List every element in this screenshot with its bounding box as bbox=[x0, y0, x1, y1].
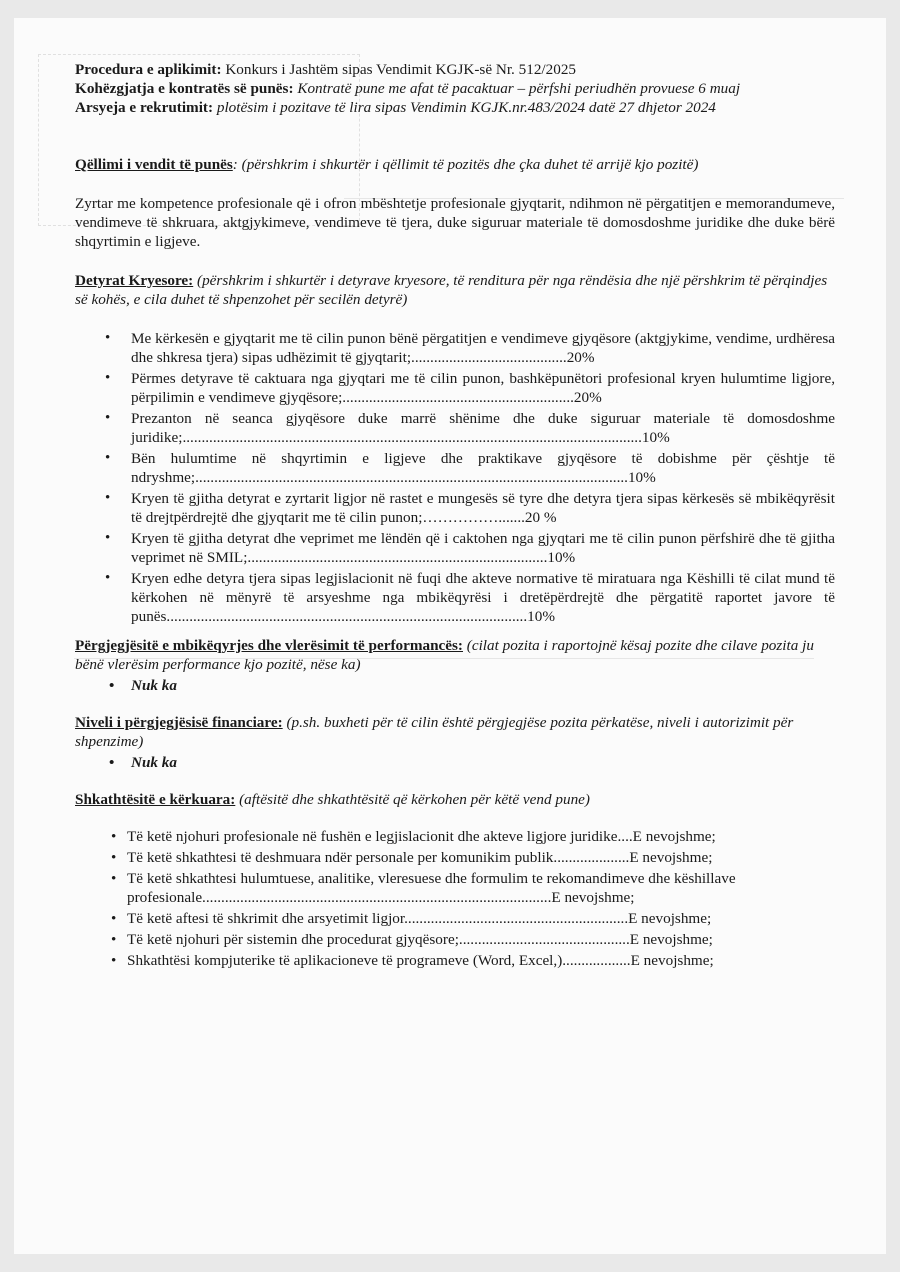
skills-heading-line bbox=[75, 790, 835, 809]
skills-note: (aftësitë dhe shkathtësitë që kërkohen për këtë vend pune) bbox=[235, 791, 590, 808]
duties-note: (përshkrim i shkurtër i detyrave kryesore, të renditura për nga rëndësia dhe një përshkrim të përqindjes së kohës, e cila duhet të shpenzohet për secilën detyrë) bbox=[75, 272, 828, 308]
skills-list bbox=[75, 827, 835, 970]
purpose-heading: Qëllimi i vendit të punës bbox=[75, 156, 233, 173]
list-item: • Prezanton në seanca gjyqësore duke marrë shënime dhe duke siguruar materiale të domosdoshme juridike;.........................................................................................................................10% bbox=[75, 409, 835, 447]
list-item: • Të ketë shkathtesi të deshmuara ndër personale per komunikim publik....................E nevojshme; bbox=[75, 848, 835, 867]
financial-heading: Niveli i përgjegjësisë financiare: bbox=[75, 714, 283, 731]
list-item: • Me kërkesën e gjyqtarit me të cilin punon bënë përgatitjen e vendimeve gjyqësore (aktgjykime, vendime, urdhëresa dhe shkresa tjera) sipas udhëzimit të gjyqtarit;.........................................20% bbox=[75, 329, 835, 367]
responsibility-heading: Përgjegjësitë e mbikëqyrjes dhe vlerësimit të performancës: bbox=[75, 637, 463, 654]
duration-label: Kohëzgjatja e kontratës së punës: bbox=[75, 80, 294, 97]
duration-line bbox=[75, 79, 835, 98]
list-item: • Të ketë aftesi të shkrimit dhe arsyetimit ligjor...........................................................E nevojshme; bbox=[75, 909, 835, 928]
skills-heading: Shkathtësitë e kërkuara: bbox=[75, 791, 236, 808]
document-content bbox=[75, 60, 835, 972]
financial-list bbox=[75, 753, 835, 772]
document-page bbox=[14, 18, 886, 1254]
purpose-text: Zyrtar me kompetence profesionale që i ofron mbështetje profesionale gjyqtarit, ndihmon në përgatitjen e memorandumeve, vendimeve të shkruara, aktgjykimeve, vendimeve të tjera, duke siguruar materiale të domosdoshme juridike dhe duke bërë shqyrtimin e ligjeve. bbox=[75, 195, 835, 250]
reason-line bbox=[75, 98, 835, 117]
list-item: • Shkathtësi kompjuterike të aplikacioneve të programeve (Word, Excel,)..................E nevojshme; bbox=[75, 951, 835, 970]
procedure-label: Procedura e aplikimit: bbox=[75, 61, 222, 78]
duties-heading-line bbox=[75, 271, 835, 309]
duration-value: Kontratë pune me afat të pacaktuar – përfshi periudhën provuese 6 muaj bbox=[297, 80, 741, 97]
duties-list bbox=[75, 329, 835, 626]
reason-value: plotësim i pozitave të lira sipas Vendimin KGJK.nr.483/2024 datë 27 dhjetor 2024 bbox=[216, 99, 716, 116]
list-item: • Të ketë njohuri profesionale në fushën e legjislacionit dhe akteve ligjore juridike....E nevojshme; bbox=[75, 827, 835, 846]
procedure-line bbox=[75, 60, 835, 79]
list-item: • Të ketë shkathtesi hulumtuese, analitike, vleresuese dhe formulim te rekomandimeve dhe këshillave profesionale............................................................................................E nevojshme; bbox=[75, 869, 835, 907]
list-item: • Kryen të gjitha detyrat dhe veprimet me lëndën që i caktohen nga gjyqtari me të cilin punon përfshirë dhe të gjitha veprimet në SMIL;...............................................................................10% bbox=[75, 529, 835, 567]
list-item: • Kryen edhe detyra tjera sipas legjislacionit në fuqi dhe akteve normative të miratuara nga Këshilli të cilat mund të kërkohen në mënyrë të arsyeshme nga mbikëqyrësi i dretëpërdrejtë dhe përgatitë raportet javore të punës...............................................................................................10% bbox=[75, 569, 835, 626]
duties-heading: Detyrat Kryesore: bbox=[75, 272, 194, 289]
procedure-value: Konkurs i Jashtëm sipas Vendimit KGJK-së Nr. 512/2025 bbox=[225, 61, 577, 78]
list-item: • Përmes detyrave të caktuara nga gjyqtari me të cilin punon, bashkëpunëtori profesional kryen hulumtime ligjore, përpilimin e vendimeve gjyqësore;.............................................................20% bbox=[75, 369, 835, 407]
list-item: • Kryen të gjitha detyrat e zyrtarit ligjor në rastet e mungesës së tyre dhe detyra tjera sipas kërkesës së mbikëqyrësit të drejtpërdrejtë dhe gjyqtarit me të cilin punon;…………….......20 % bbox=[75, 489, 835, 527]
reason-label: Arsyeja e rekrutimit: bbox=[75, 99, 214, 116]
financial-heading-line bbox=[75, 713, 835, 751]
list-item: • Bën hulumtime në shqyrtimin e ligjeve dhe praktikave gjyqësore të dobishme për çështje të ndryshme;..................................................................................................................10% bbox=[75, 449, 835, 487]
responsibility-heading-line bbox=[75, 636, 835, 674]
responsibility-value: • Nuk ka bbox=[75, 676, 835, 695]
purpose-note: : (përshkrim i shkurtër i qëllimit të pozitës dhe çka duhet të arrijë kjo pozitë) bbox=[232, 156, 699, 173]
responsibility-list bbox=[75, 676, 835, 695]
list-item: • Të ketë njohuri për sistemin dhe procedurat gjyqësore;.............................................E nevojshme; bbox=[75, 930, 835, 949]
purpose-heading-line bbox=[75, 155, 835, 174]
responsibility-note: (cilat pozita i raportojnë kësaj pozite dhe cilave pozita ju bënë vlerësim performance kjo pozitë, nëse ka) bbox=[75, 637, 814, 673]
financial-value: • Nuk ka bbox=[75, 753, 835, 772]
financial-note: (p.sh. buxheti për të cilin është përgjegjëse pozita përkatëse, niveli i autorizimit për shpenzime) bbox=[75, 714, 794, 750]
